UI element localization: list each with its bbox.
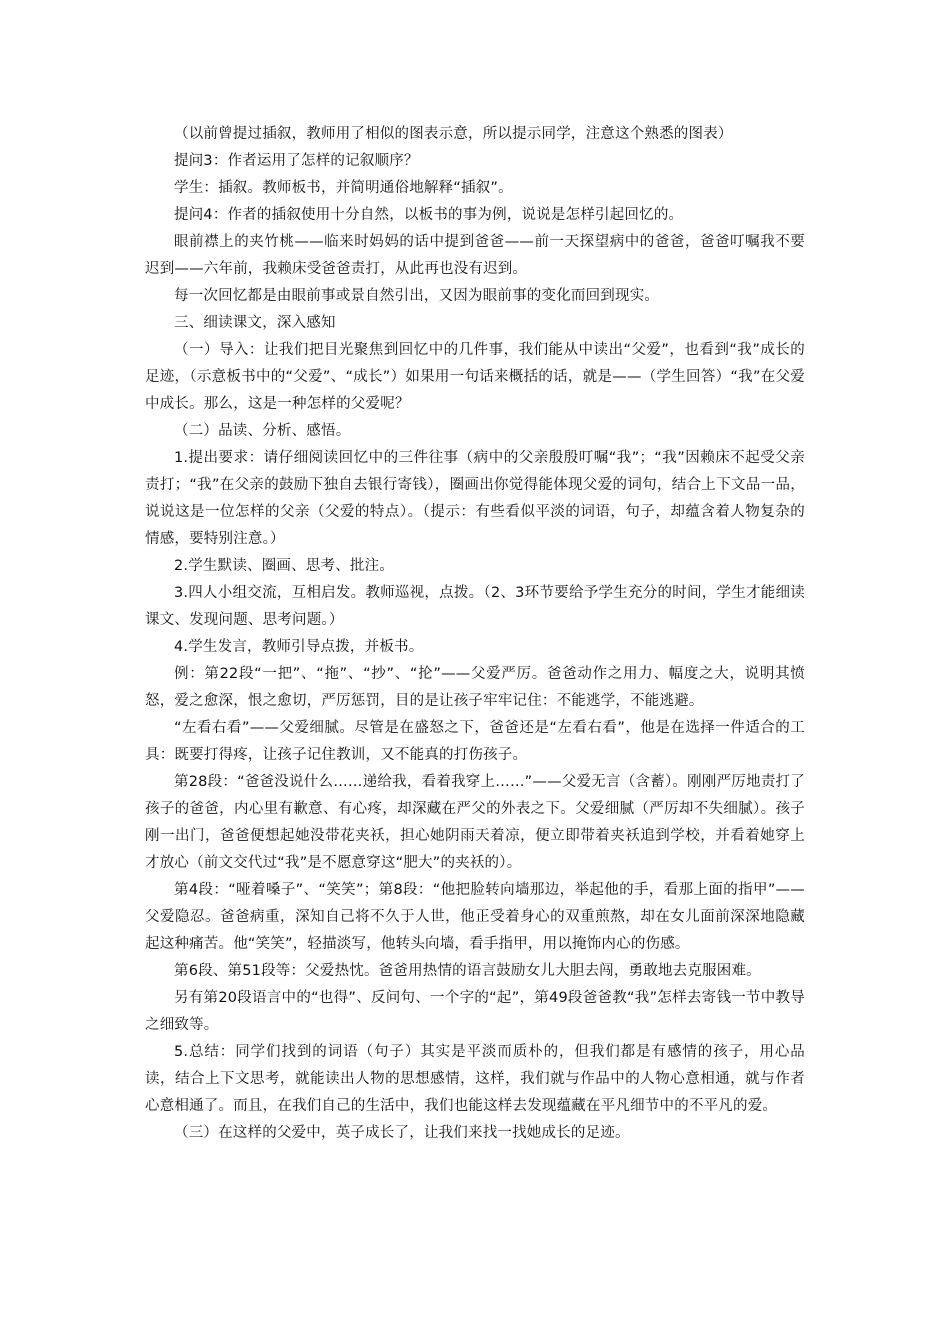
subsection-heading: （二）品读、分析、感悟。	[174, 423, 351, 439]
paragraph: 每一次回忆都是由眼前事或景自然引出，又因为眼前事的变化而回到现实。	[174, 288, 660, 304]
paragraph: “左看右看”——父爱细腻。尽管是在盛怒之下，爸爸还是“左看右看”，他是在选择一件适合的工具：既要打得疼，让孩子记住教训，又不能真的打伤孩子。	[145, 720, 805, 763]
paragraph: 例：第22段“一把”、“拖”、“抄”、“抡”——父爱严厉。爸爸动作之用力、幅度之大，说明其愤怒，爱之愈深，恨之愈切，严厉惩罚，目的是让孩子牢牢记住：不能逃学，不能逃避。	[145, 666, 805, 709]
paragraph: 第4段：“哑着嗓子”、“笑笑”；第8段：“他把脸转向墙那边，举起他的手，看那上面的指甲”——父爱隐忍。爸爸病重，深知自己将不久于人世，他正受着身心的双重煎熬，却在女儿面前深深地隐藏起这种痛苦。他“笑笑”，轻描淡写，他转头向墙，看手指甲，用以掩饰内心的伤感。	[145, 882, 805, 952]
paragraph: 4.学生发言，教师引导点拨，并板书。	[174, 639, 424, 655]
paragraph: 2.学生默读、圈画、思考、批注。	[174, 558, 395, 574]
paragraph: 提问3：作者运用了怎样的记叙顺序？	[174, 153, 419, 169]
paragraph: 眼前襟上的夹竹桃——临来时妈妈的话中提到爸爸——前一天探望病中的爸爸，爸爸叮嘱我不要迟到——六年前，我赖床受爸爸责打，从此再也没有迟到。	[145, 234, 805, 277]
paragraph: 5.总结：同学们找到的词语（句子）其实是平淡而质朴的，但我们都是有感情的孩子，用心品读，结合上下文思考，就能读出人物的思想感情，这样，我们就与作品中的人物心意相通，就与作者心意相通了。而且，在我们自己的生活中，我们也能这样去发现蕴藏在平凡细节中的不平凡的爱。	[145, 1044, 805, 1114]
paragraph: 1.提出要求：请仔细阅读回忆中的三件往事（病中的父亲殷殷叮嘱“我”；“我”因赖床不起受父亲责打；“我”在父亲的鼓励下独自去银行寄钱），圈画出你觉得能体现父爱的词句，结合上下文品一品，说说这是一位怎样的父亲（父爱的特点）。（提示：有些看似平淡的词语，句子，却蕴含着人物复杂的情感，要特别注意。）	[145, 450, 805, 547]
paragraph: （三）在这样的父爱中，英子成长了，让我们来找一找她成长的足迹。	[174, 1125, 630, 1141]
section-heading: 三、细读课文，深入感知	[174, 315, 336, 331]
paragraph: 第6段、第51段等：父爱热忱。爸爸用热情的语言鼓励女儿大胆去闯，勇敢地去克服困难。	[174, 963, 761, 979]
paragraph: （一）导入：让我们把目光聚焦到回忆中的几件事，我们能从中读出“父爱”，也看到“我”成长的足迹，（示意板书中的“父爱”、“成长”）如果用一句话来概括的话，就是——（学生回答）“我”在父爱中成长。那么，这是一种怎样的父爱呢？	[145, 342, 805, 412]
paragraph: 3.四人小组交流，互相启发。教师巡视，点拨。（2、3环节要给予学生充分的时间，学生才能细读课文、发现问题、思考问题。）	[145, 585, 805, 628]
paragraph: 提问4：作者的插叙使用十分自然，以板书的事为例，说说是怎样引起回忆的。	[174, 207, 684, 223]
paragraph: 学生：插叙。教师板书，并简明通俗地解释“插叙”。	[174, 180, 513, 196]
document-body	[145, 121, 805, 1147]
paragraph: 第28段：“爸爸没说什么……递给我，看着我穿上……”——父爱无言（含蓄）。刚刚严厉地责打了孩子的爸爸，内心里有歉意、有心疼，却深藏在严父的外表之下。父爱细腻（严厉却不失细腻）。孩子刚一出门，爸爸便想起她没带花夹袄，担心她阴雨天着凉，便立即带着夹袄追到学校，并看着她穿上才放心（前文交代过“我”是不愿意穿这“肥大”的夹袄的）。	[145, 774, 805, 871]
paragraph: 另有第20段语言中的“也得”、反问句、一个字的“起”，第49段爸爸教“我”怎样去寄钱一节中教导之细致等。	[145, 990, 805, 1033]
paragraph: （以前曾提过插叙，教师用了相似的图表示意，所以提示同学，注意这个熟悉的图表）	[174, 126, 733, 142]
